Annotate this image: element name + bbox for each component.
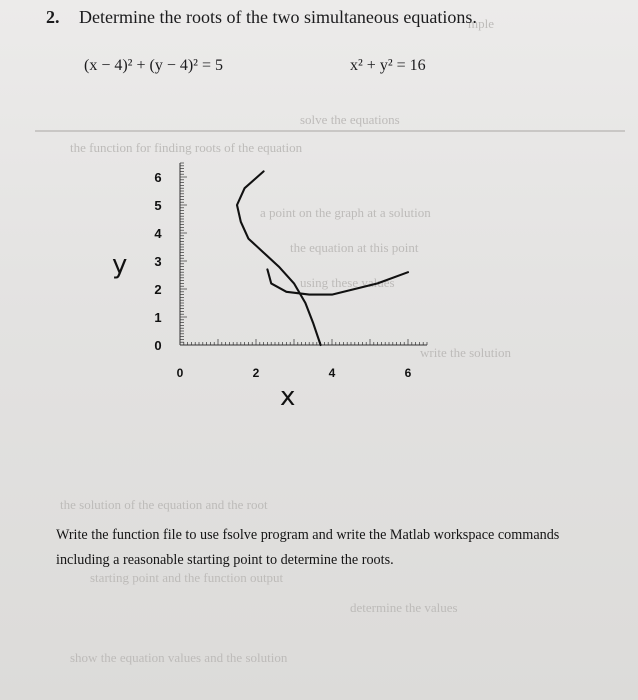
bleed-through-text: the function for finding roots of the equation: [70, 140, 303, 155]
bleed-through-text: determine the values: [350, 600, 458, 615]
instruction-line-2: including a reasonable starting point to determine the roots.: [56, 552, 394, 568]
y-tick-label: 1: [154, 310, 162, 325]
x-axis-label: x: [280, 382, 296, 412]
bleed-through-text: write the solution: [420, 345, 511, 360]
instructions: [56, 523, 604, 573]
y-tick-label: 6: [154, 170, 162, 185]
curve-2: [237, 171, 321, 345]
equation-circle-1: (x − 4)² + (y − 4)² = 5: [84, 57, 223, 74]
y-tick-label: 3: [154, 254, 162, 269]
bleed-through-text: solve the equations: [300, 112, 400, 127]
y-axis-label: y: [112, 250, 128, 280]
question-text: Determine the roots of the two simultaneous equations.: [79, 7, 477, 27]
y-tick-label: 0: [154, 338, 162, 353]
bleed-through-text: a point on the graph at a solution: [260, 205, 431, 220]
bleed-through-text: the equation at this point: [290, 240, 419, 255]
x-tick-label: 4: [328, 366, 336, 380]
equation-circle-2: x² + y² = 16: [350, 57, 426, 74]
x-tick-label: 2: [252, 366, 260, 380]
question-number: 2.: [46, 7, 60, 27]
curve-1: [267, 269, 408, 294]
tick-labels: [154, 170, 411, 380]
x-tick-label: 6: [404, 366, 412, 380]
bleed-through-text: using these values: [300, 275, 395, 290]
bleed-through-text: show the equation values and the solution: [70, 650, 288, 665]
curves: [237, 171, 408, 345]
x-tick-label: 0: [176, 366, 184, 380]
y-tick-label: 4: [154, 226, 162, 241]
bleed-through-text: mple: [468, 16, 494, 31]
y-tick-label: 5: [154, 198, 162, 213]
y-tick-label: 2: [154, 282, 162, 297]
axes: [180, 163, 427, 345]
instruction-line-1: Write the function file to use fsolve program and write the Matlab workspace commands: [56, 527, 560, 543]
bleed-through-text: starting point and the function output: [90, 570, 284, 585]
bleed-through-text: the solution of the equation and the root: [60, 497, 268, 512]
